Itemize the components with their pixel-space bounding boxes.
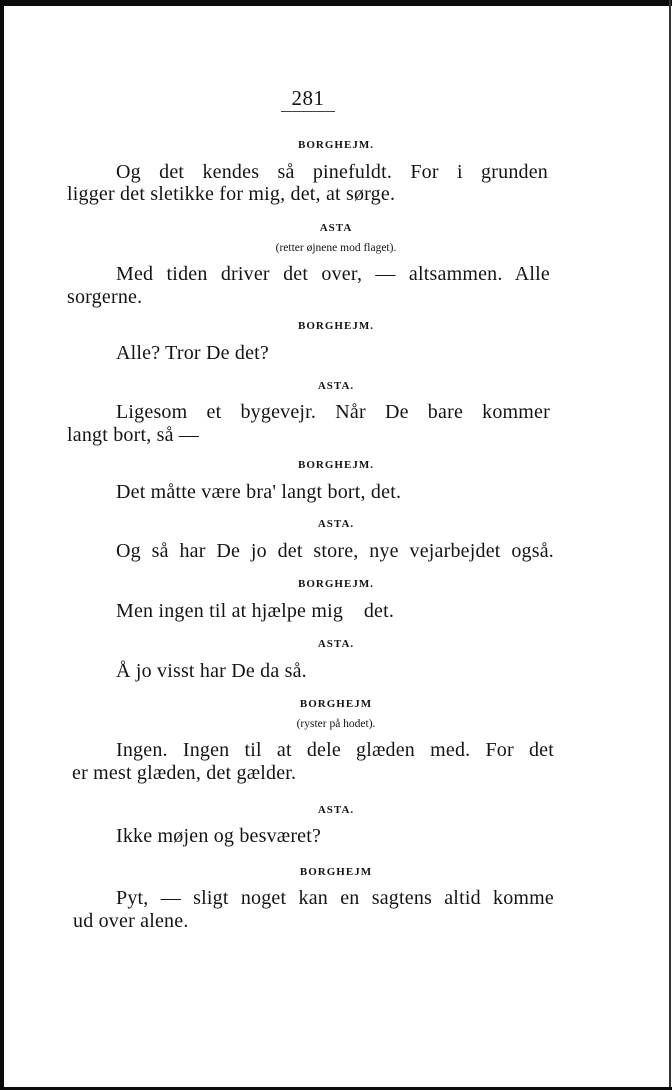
speaker-name: ASTA.: [317, 518, 355, 530]
speaker-name: BORGHEJM: [299, 698, 373, 710]
dialogue-line: ligger det sletikke for mig, det, at sørge.: [67, 183, 396, 205]
speaker-name: ASTA.: [317, 638, 355, 650]
dialogue-line: Med tiden driver det over, — altsammen. Alle: [116, 263, 550, 285]
stage-direction: (retter øjnene mod flaget).: [275, 242, 397, 254]
dialogue-line: er mest glæden, det gælder.: [72, 762, 297, 784]
speaker-name: BORGHEJM.: [298, 459, 374, 471]
dialogue-line: Og så har De jo det store, nye vejarbejdet også.: [116, 540, 554, 562]
dialogue-line: Og det kendes så pinefuldt. For i grunden: [116, 161, 548, 183]
dialogue-line: Alle? Tror De det?: [116, 342, 270, 364]
dialogue-line: sorgerne.: [67, 286, 143, 308]
speaker-name: BORGHEJM: [299, 866, 373, 878]
dialogue-line: Å jo visst har De da så.: [116, 660, 307, 682]
page-number-rule: [281, 111, 335, 112]
dialogue-line: Ligesom et bygevejr. Når De bare kommer: [116, 401, 550, 423]
dialogue-line: ud over alene.: [73, 910, 189, 932]
dialogue-line: Ikke møjen og besværet?: [116, 825, 322, 847]
stage-direction: (ryster på hodet).: [296, 718, 376, 730]
dialogue-line: Pyt, — sligt noget kan en sagtens altid komme: [116, 887, 554, 909]
speaker-name: BORGHEJM.: [298, 139, 374, 151]
dialogue-line: Ingen. Ingen til at dele glæden med. For det: [116, 739, 554, 761]
speaker-name: BORGHEJM.: [298, 320, 374, 332]
speaker-name: BORGHEJM.: [298, 578, 374, 590]
dialogue-line: Men ingen til at hjælpe mig det.: [116, 600, 395, 622]
speaker-name: ASTA: [319, 222, 353, 234]
speaker-name: ASTA.: [317, 804, 355, 816]
dialogue-line: Det måtte være bra' langt bort, det.: [116, 481, 402, 503]
dialogue-line: langt bort, så —: [67, 424, 200, 446]
page-number: 281: [291, 86, 325, 110]
speaker-name: ASTA.: [317, 380, 355, 392]
